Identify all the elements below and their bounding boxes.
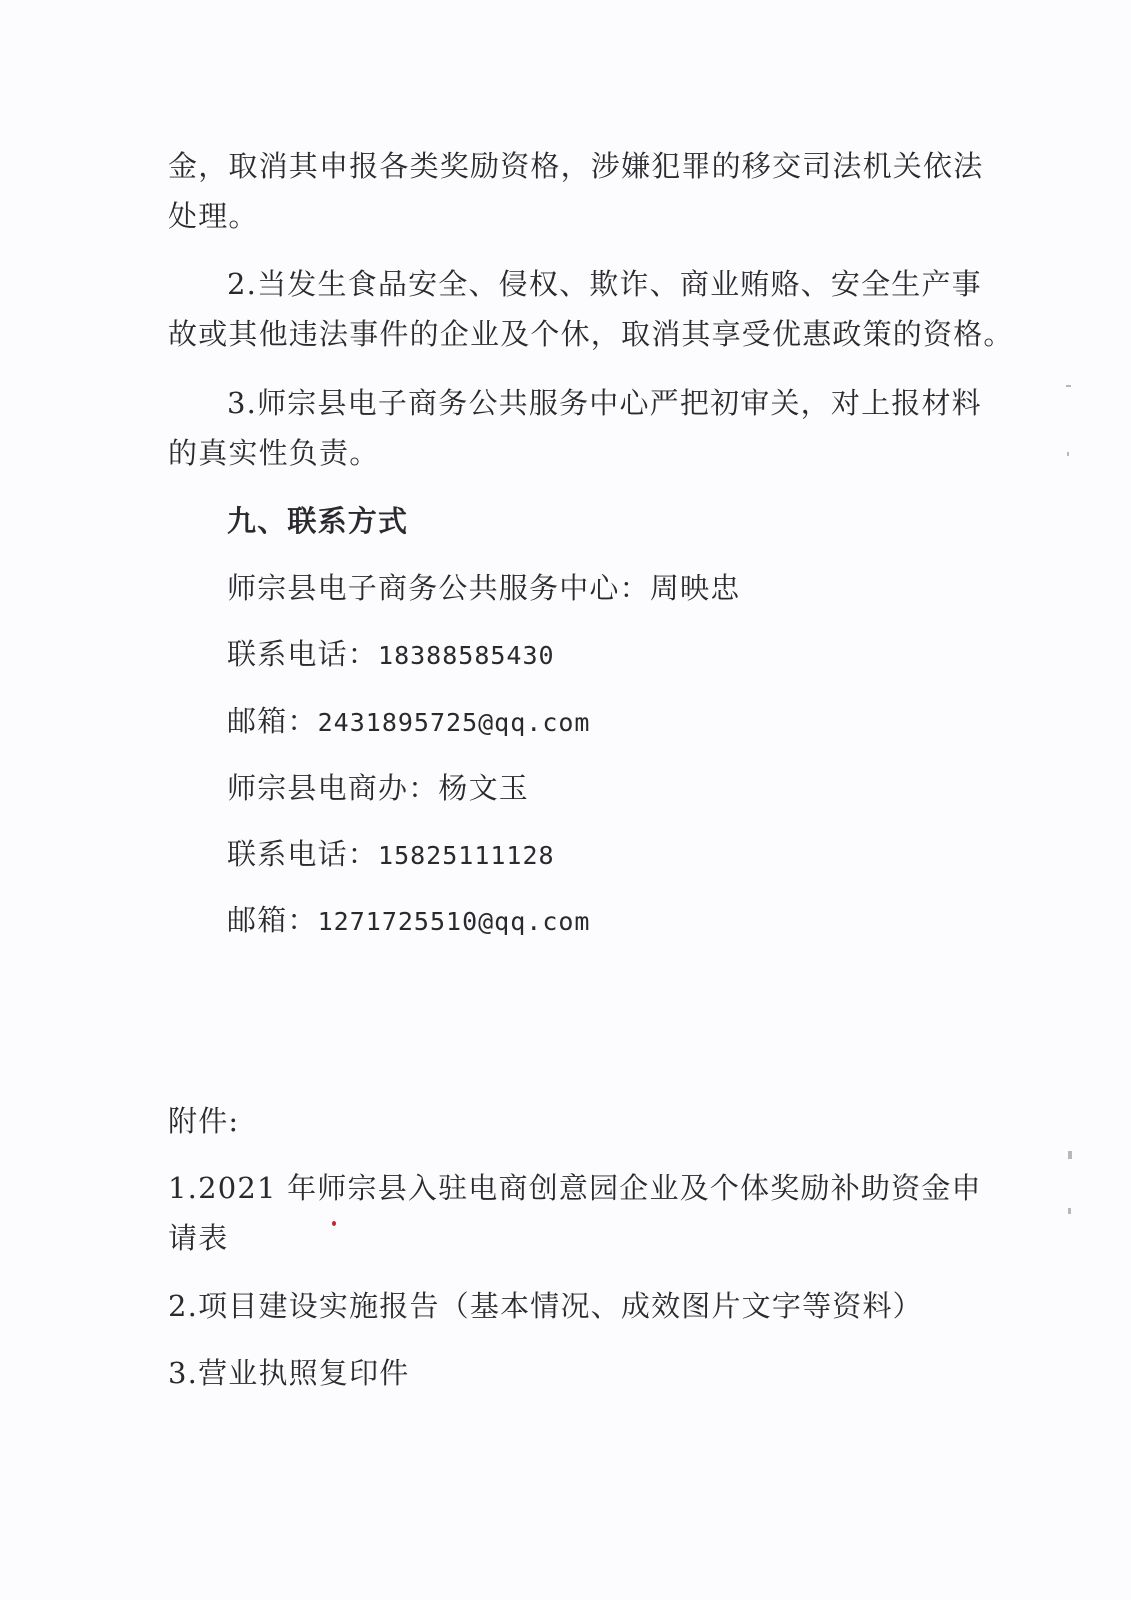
para1-line2: 处理。	[168, 199, 259, 233]
scan-edge-mark	[1067, 452, 1069, 456]
contact1-phone: 18388585430	[378, 641, 555, 670]
contact2-email: 1271725510@qq.com	[317, 907, 591, 936]
red-ink-speck	[332, 1221, 336, 1226]
contact1-email: 2431895725@qq.com	[317, 708, 591, 737]
attachment1-line1: 1.2021 年师宗县入驻电商创意园企业及个体奖励补助资金申	[168, 1171, 982, 1205]
contact1-phone-label: 联系电话：	[227, 637, 379, 671]
item3-line2: 的真实性负责。	[168, 436, 380, 470]
contact2-phone: 15825111128	[378, 841, 555, 870]
contact2-org-label: 师宗县电商办：	[227, 771, 439, 805]
contact1-phone-line	[227, 634, 555, 676]
scan-edge-mark	[1066, 385, 1071, 387]
contact1-org-label: 师宗县电子商务公共服务中心：	[227, 571, 650, 605]
attachment1-line2: 请表	[168, 1221, 229, 1255]
item2-line1: 2.当发生食品安全、侵权、欺诈、商业贿赂、安全生产事	[227, 267, 982, 301]
contact2-phone-line	[227, 834, 555, 876]
contact2-email-line	[227, 900, 590, 942]
scan-edge-mark	[1068, 1208, 1071, 1214]
item3-line1: 3.师宗县电子商务公共服务中心严把初审关，对上报材料	[227, 386, 982, 420]
attachment2: 2.项目建设实施报告（基本情况、成效图片文字等资料）	[168, 1289, 923, 1323]
scan-edge-mark	[1068, 1151, 1072, 1159]
contact1-name: 周映忠	[649, 571, 741, 605]
contact1-org-line	[227, 568, 740, 608]
item2-line2: 故或其他违法事件的企业及个休，取消其享受优惠政策的资格。	[168, 317, 1014, 351]
attachment3: 3.营业执照复印件	[168, 1356, 410, 1390]
contact1-email-label: 邮箱：	[227, 704, 318, 738]
contact2-org-line	[227, 768, 529, 808]
contact1-email-line	[227, 701, 590, 743]
attachments-heading: 附件:	[168, 1104, 240, 1138]
contact2-email-label: 邮箱：	[227, 903, 318, 937]
para1-line1: 金，取消其申报各类奖励资格，涉嫌犯罪的移交司法机关依法	[168, 149, 984, 183]
contact2-phone-label: 联系电话：	[227, 837, 379, 871]
contact2-name: 杨文玉	[438, 771, 530, 805]
section-heading: 九、联系方式	[227, 504, 409, 538]
